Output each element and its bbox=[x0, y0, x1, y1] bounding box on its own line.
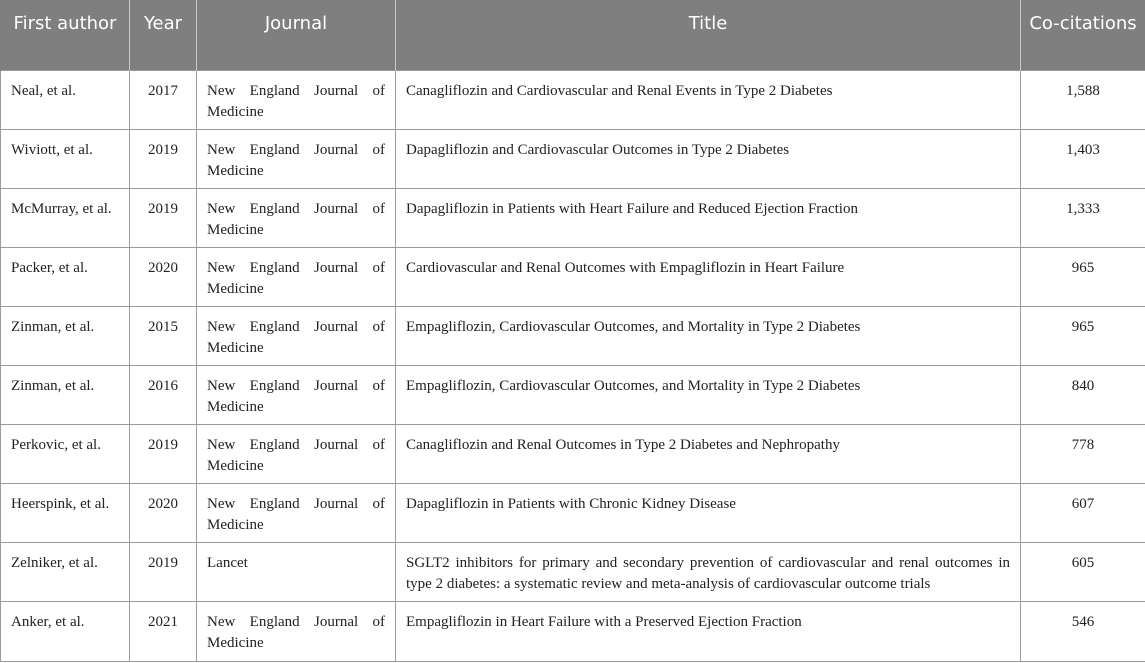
cell-year: 2017 bbox=[130, 70, 197, 129]
cell-journal: New England Journal of Medicine bbox=[197, 306, 396, 365]
table-row bbox=[1, 129, 1145, 188]
cell-first-author: McMurray, et al. bbox=[1, 188, 130, 247]
cell-first-author: Packer, et al. bbox=[1, 247, 130, 306]
cell-year: 2015 bbox=[130, 306, 197, 365]
header-first-author: First author bbox=[1, 0, 130, 70]
cell-first-author: Zinman, et al. bbox=[1, 306, 130, 365]
table-row bbox=[1, 542, 1145, 601]
cell-co-citations: 1,333 bbox=[1021, 188, 1145, 247]
cell-journal: New England Journal of Medicine bbox=[197, 601, 396, 661]
cell-year: 2019 bbox=[130, 424, 197, 483]
cell-first-author: Zelniker, et al. bbox=[1, 542, 130, 601]
cell-co-citations: 965 bbox=[1021, 306, 1145, 365]
cell-title: Empagliflozin in Heart Failure with a Preserved Ejection Fraction bbox=[396, 601, 1021, 661]
table-row bbox=[1, 483, 1145, 542]
cell-title: Canagliflozin and Cardiovascular and Renal Events in Type 2 Diabetes bbox=[396, 70, 1021, 129]
table-row bbox=[1, 188, 1145, 247]
cell-journal: New England Journal of Medicine bbox=[197, 70, 396, 129]
cell-journal: New England Journal of Medicine bbox=[197, 424, 396, 483]
table-row bbox=[1, 601, 1145, 661]
table-header bbox=[1, 0, 1145, 70]
table-row bbox=[1, 70, 1145, 129]
cell-co-citations: 546 bbox=[1021, 601, 1145, 661]
cell-title: Dapagliflozin and Cardiovascular Outcomes in Type 2 Diabetes bbox=[396, 129, 1021, 188]
table-row bbox=[1, 306, 1145, 365]
cell-co-citations: 1,588 bbox=[1021, 70, 1145, 129]
cell-journal: New England Journal of Medicine bbox=[197, 365, 396, 424]
cell-year: 2020 bbox=[130, 247, 197, 306]
header-co-citations: Co-citations bbox=[1021, 0, 1145, 70]
cell-co-citations: 605 bbox=[1021, 542, 1145, 601]
cell-journal: Lancet bbox=[197, 542, 396, 601]
cell-co-citations: 1,403 bbox=[1021, 129, 1145, 188]
cell-year: 2019 bbox=[130, 542, 197, 601]
cell-year: 2019 bbox=[130, 129, 197, 188]
cell-co-citations: 965 bbox=[1021, 247, 1145, 306]
cell-first-author: Zinman, et al. bbox=[1, 365, 130, 424]
cell-co-citations: 778 bbox=[1021, 424, 1145, 483]
cell-co-citations: 607 bbox=[1021, 483, 1145, 542]
header-year: Year bbox=[130, 0, 197, 70]
cell-title: SGLT2 inhibitors for primary and secondary prevention of cardiovascular and renal outcomes in type 2 diabetes: a systematic review and meta-analysis of cardiovascular outcome trials bbox=[396, 542, 1021, 601]
cell-first-author: Perkovic, et al. bbox=[1, 424, 130, 483]
cell-first-author: Anker, et al. bbox=[1, 601, 130, 661]
cell-first-author: Neal, et al. bbox=[1, 70, 130, 129]
cell-journal: New England Journal of Medicine bbox=[197, 129, 396, 188]
table-row bbox=[1, 424, 1145, 483]
cell-journal: New England Journal of Medicine bbox=[197, 188, 396, 247]
cell-first-author: Wiviott, et al. bbox=[1, 129, 130, 188]
cell-title: Dapagliflozin in Patients with Heart Failure and Reduced Ejection Fraction bbox=[396, 188, 1021, 247]
cell-journal: New England Journal of Medicine bbox=[197, 483, 396, 542]
cell-journal: New England Journal of Medicine bbox=[197, 247, 396, 306]
cell-year: 2019 bbox=[130, 188, 197, 247]
header-journal: Journal bbox=[197, 0, 396, 70]
cell-title: Empagliflozin, Cardiovascular Outcomes, and Mortality in Type 2 Diabetes bbox=[396, 365, 1021, 424]
cell-first-author: Heerspink, et al. bbox=[1, 483, 130, 542]
table-row bbox=[1, 365, 1145, 424]
table-row bbox=[1, 247, 1145, 306]
header-row bbox=[1, 0, 1145, 70]
cell-title: Empagliflozin, Cardiovascular Outcomes, and Mortality in Type 2 Diabetes bbox=[396, 306, 1021, 365]
cell-year: 2021 bbox=[130, 601, 197, 661]
cell-co-citations: 840 bbox=[1021, 365, 1145, 424]
table-body bbox=[1, 70, 1145, 661]
cell-title: Cardiovascular and Renal Outcomes with Empagliflozin in Heart Failure bbox=[396, 247, 1021, 306]
cell-year: 2020 bbox=[130, 483, 197, 542]
cell-title: Canagliflozin and Renal Outcomes in Type 2 Diabetes and Nephropathy bbox=[396, 424, 1021, 483]
header-title: Title bbox=[396, 0, 1021, 70]
cell-year: 2016 bbox=[130, 365, 197, 424]
cell-title: Dapagliflozin in Patients with Chronic Kidney Disease bbox=[396, 483, 1021, 542]
